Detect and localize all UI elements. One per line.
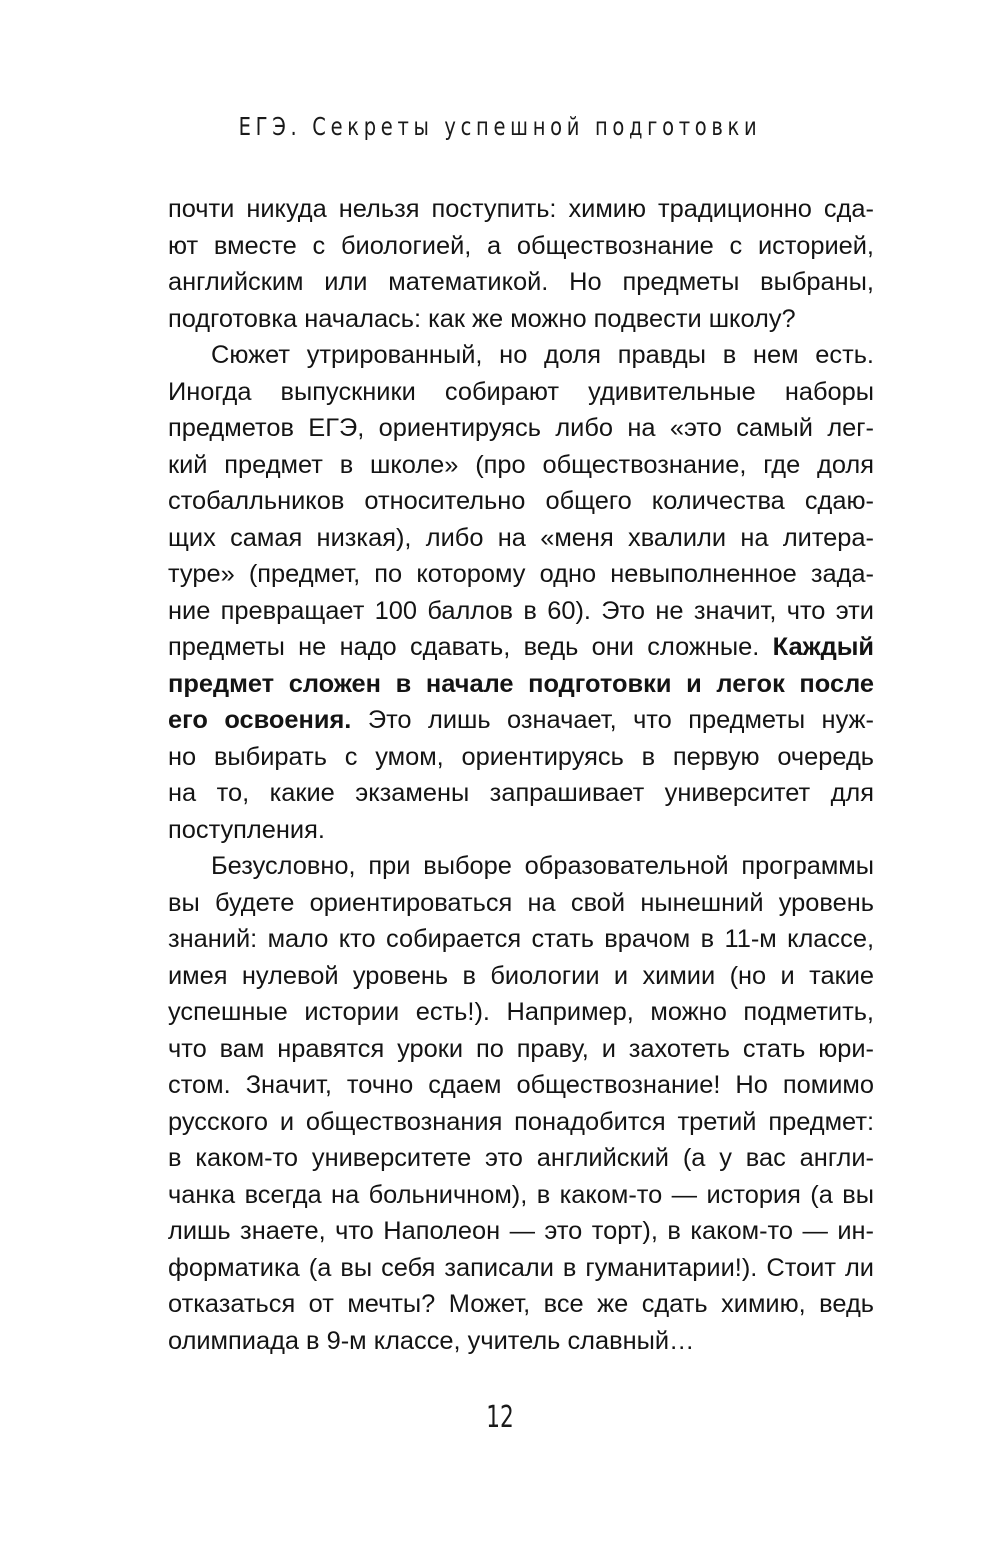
text-line: на то, какие экзамены запрашивает университет для xyxy=(168,779,874,807)
text-line: Иногда выпускники собирают удивительные наборы xyxy=(168,377,874,406)
text-line: успешные истории есть!). Например, можно подметить, xyxy=(168,998,874,1026)
text-line-mixed xyxy=(168,629,874,666)
running-header: ЕГЭ. Секреты успешной подготовки xyxy=(238,112,762,141)
paragraph-first-line: Безусловно, при выборе образовательной программы xyxy=(211,852,874,880)
page-number: 12 xyxy=(486,1400,514,1435)
text-segment: Это лишь означает, что предметы нуж- xyxy=(367,706,874,734)
text-line: туре» (предмет, по которому одно невыполненное зада- xyxy=(168,560,874,588)
text-line: почти никуда нельзя поступить: химию традиционно сда- xyxy=(168,195,874,223)
text-line-mixed xyxy=(168,702,874,739)
text-line-bold xyxy=(168,666,874,703)
text-line: форматика (а вы себя записали в гуманитарии!). Стоит ли xyxy=(168,1253,874,1282)
text-line: стобалльников относительно общего количества сдаю- xyxy=(168,487,874,515)
text-line: английским или математикой. Но предметы выбраны, xyxy=(168,268,874,296)
paragraph-first-line: Сюжет утрированный, но доля правды в нем есть. xyxy=(211,341,874,369)
body-text xyxy=(168,191,874,1359)
text-line: имея нулевой уровень в биологии и химии (но и такие xyxy=(168,961,874,990)
text-line: олимпиада в 9-м классе, учитель славный… xyxy=(168,1326,695,1355)
text-line: щих самая низкая), либо на «меня хвалили на литера- xyxy=(168,523,874,552)
text-line: русского и обществознания понадобится третий предмет: xyxy=(168,1107,874,1136)
text-line: но выбирать с умом, ориентируясь в первую очередь xyxy=(168,742,874,771)
text-line: подготовка началась: как же можно подвести школу? xyxy=(168,304,796,333)
text-line: что вам нравятся уроки по праву, и захотеть стать юри- xyxy=(168,1034,874,1063)
text-line: отказаться от мечты? Может, все же сдать химию, ведь xyxy=(168,1290,874,1318)
text-line: чанка всегда на больничном), в каком-то — история (а вы xyxy=(168,1180,874,1209)
text-line: ют вместе с биологией, а обществознание с историей, xyxy=(168,231,874,260)
bold-emphasis: Каждый xyxy=(772,633,874,661)
text-line: поступления. xyxy=(168,815,325,844)
bold-emphasis: его освоения. xyxy=(168,706,352,734)
text-line: предметов ЕГЭ, ориентируясь либо на «это самый лег- xyxy=(168,414,874,442)
text-line: ние превращает 100 баллов в 60). Это не значит, что эти xyxy=(168,596,874,625)
text-line: знаний: мало кто собирается стать врачом в 11-м классе, xyxy=(168,925,874,953)
bold-emphasis: предмет сложен в начале подготовки и легок после xyxy=(168,669,874,698)
text-line: лишь знаете, что Наполеон — это торт), в каком-то — ин- xyxy=(168,1217,874,1245)
text-line: вы будете ориентироваться на свой нынешний уровень xyxy=(168,888,874,917)
text-segment: предметы не надо сдавать, ведь они сложные. xyxy=(168,633,760,661)
text-line: кий предмет в школе» (про обществознание, где доля xyxy=(168,450,874,479)
text-line: в каком-то университете это английский (а у вас англи- xyxy=(168,1144,874,1172)
text-line: стом. Значит, точно сдаем обществознание! Но помимо xyxy=(168,1071,874,1099)
